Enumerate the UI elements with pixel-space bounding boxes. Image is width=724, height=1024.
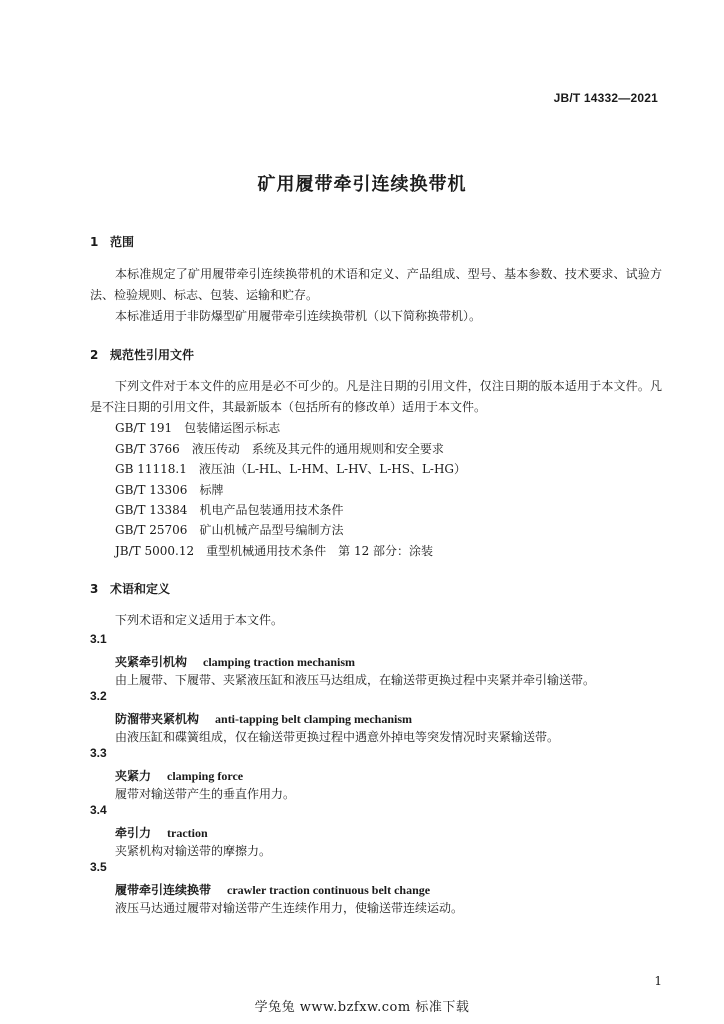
section-number: 3: [90, 582, 99, 596]
section-number: 1: [90, 235, 99, 249]
term-number: 3.3: [90, 746, 107, 760]
term-zh: 夹紧力: [115, 769, 152, 783]
reference-title: 矿山机械产品型号编制方法: [199, 523, 344, 537]
term-en: clamping traction mechanism: [203, 655, 356, 669]
reference-title: 液压油（L-HL、L-HM、L-HV、L-HS、L-HG）: [198, 462, 467, 476]
section-1-paragraph-1: 本标准规定了矿用履带牵引连续换带机的术语和定义、产品组成、型号、基本参数、技术要求、试验方法、检验规则、标志、包装、运输和贮存。: [90, 267, 662, 302]
term-definition: 液压马达通过履带对输送带产生连续作用力，使输送带连续运动。: [115, 901, 464, 915]
term-en: clamping force: [167, 769, 244, 783]
reference-code: JB/T 5000.12: [115, 544, 195, 558]
reference-code: GB/T 191: [115, 421, 173, 435]
term-number: 3.5: [90, 860, 107, 874]
section-3-heading: [90, 580, 170, 597]
term-definition: 由液压缸和碟簧组成，仅在输送带更换过程中遇意外掉电等突发情况时夹紧输送带。: [115, 730, 560, 744]
reference-code: GB/T 13306: [115, 483, 188, 497]
reference-title: 包装储运图示标志: [184, 421, 281, 435]
term-title: [115, 824, 208, 841]
reference-item: [115, 460, 466, 477]
term-number: 3.1: [90, 632, 107, 646]
section-2-heading: [90, 346, 194, 363]
page-number: 1: [654, 974, 662, 988]
reference-code: GB/T 3766: [115, 442, 180, 456]
term-zh: 履带牵引连续换带: [115, 883, 212, 897]
standard-code: JB/T 14332—2021: [553, 91, 658, 105]
term-title: [115, 767, 243, 784]
reference-title: 机电产品包装通用技术条件: [199, 503, 344, 517]
reference-code: GB 11118.1: [115, 462, 187, 476]
term-number: 3.2: [90, 689, 107, 703]
section-title: 规范性引用文件: [110, 348, 195, 362]
term-title: [115, 653, 355, 670]
section-3-intro: 下列术语和定义适用于本文件。: [115, 613, 284, 627]
term-definition: 由上履带、下履带、夹紧液压缸和液压马达组成，在输送带更换过程中夹紧并牵引输送带。: [115, 673, 596, 687]
term-en: traction: [167, 826, 208, 840]
section-number: 2: [90, 348, 99, 362]
term-en: crawler traction continuous belt change: [227, 883, 431, 897]
reference-code: GB/T 13384: [115, 503, 188, 517]
document-title: 矿用履带牵引连续换带机: [257, 174, 467, 195]
reference-title: 液压传动 系统及其元件的通用规则和安全要求: [191, 442, 444, 456]
section-1-heading: [90, 233, 134, 250]
term-definition: 夹紧机构对输送带的摩擦力。: [115, 844, 272, 858]
reference-item: [115, 419, 280, 436]
reference-item: [115, 521, 343, 538]
section-title: 术语和定义: [110, 582, 171, 596]
term-zh: 牵引力: [115, 826, 152, 840]
term-definition: 履带对输送带产生的垂直作用力。: [115, 787, 296, 801]
term-title: [115, 881, 430, 898]
footer-watermark[interactable]: 学兔兔 www.bzfxw.com 标准下载: [254, 1000, 470, 1015]
reference-item: [115, 481, 223, 498]
reference-title: 标牌: [199, 483, 224, 497]
reference-title: 重型机械通用技术条件 第 12 部分：涂装: [206, 544, 434, 558]
reference-code: GB/T 25706: [115, 523, 188, 537]
term-title: [115, 710, 412, 727]
reference-item: [115, 501, 343, 518]
reference-item: [115, 440, 444, 457]
reference-item: [115, 542, 433, 559]
term-en: anti-tapping belt clamping mechanism: [215, 712, 413, 726]
section-2-intro: 下列文件对于本文件的应用是必不可少的。凡是注日期的引用文件，仅注日期的版本适用于本文件。凡是不注日期的引用文件，其最新版本（包括所有的修改单）适用于本文件。: [90, 379, 662, 414]
section-title: 范围: [110, 235, 135, 249]
section-1-paragraph-2: 本标准适用于非防爆型矿用履带牵引连续换带机（以下简称换带机）。: [115, 309, 482, 323]
term-number: 3.4: [90, 803, 107, 817]
term-zh: 防溜带夹紧机构: [115, 712, 200, 726]
term-zh: 夹紧牵引机构: [115, 655, 188, 669]
